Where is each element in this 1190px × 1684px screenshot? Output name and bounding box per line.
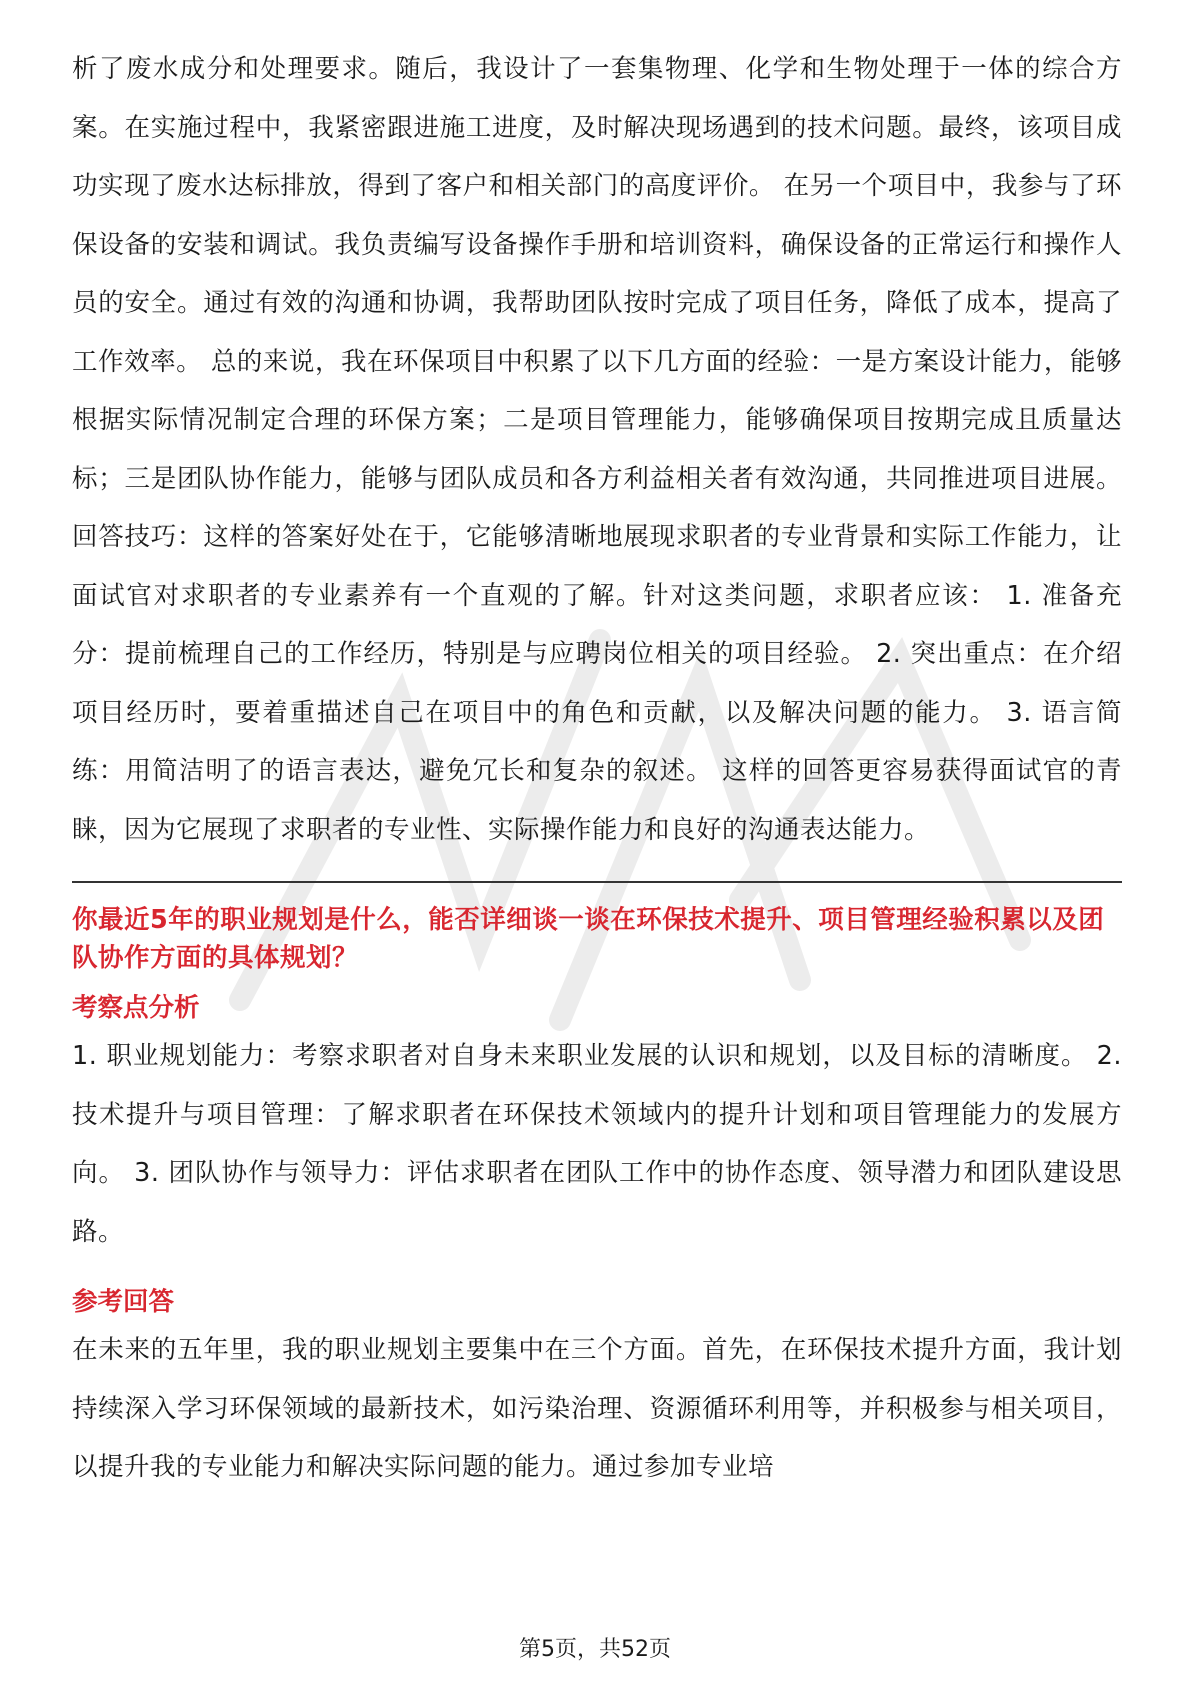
page-content <box>72 40 1122 1497</box>
answer-paragraph: 在未来的五年里，我的职业规划主要集中在三个方面。首先，在环保技术提升方面，我计划持续深入学习环保领域的最新技术，如污染治理、资源循环利用等，并积极参与相关项目，以提升我的专业能力和解决实际问题的能力。通过参加专业培 <box>72 1335 1122 1482</box>
section-divider <box>72 881 1122 883</box>
intro-paragraph: 析了废水成分和处理要求。随后，我设计了一套集物理、化学和生物处理于一体的综合方案。在实施过程中，我紧密跟进施工进度，及时解决现场遇到的技术问题。最终，该项目成功实现了废水达标排放，得到了客户和相关部门的高度评价。 在另一个项目中，我参与了环保设备的安装和调试。我负责编写设备操作手册和培训资料，确保设备的正常运行和操作人员的安全。通过有效的沟通和协调，我帮助团队按时完成了项目任务，降低了成本，提高了工作效率。 总的来说，我在环保项目中积累了以下几方面的经验：一是方案设计能力，能够根据实际情况制定合理的环保方案；二是项目管理能力，能够确保项目按期完成且质量达标；三是团队协作能力，能够与团队成员和各方利益相关者有效沟通，共同推进项目进展。 回答技巧：这样的答案好处在于，它能够清晰地展现求职者的专业背景和实际工作能力，让面试官对求职者的专业素养有一个直观的了解。针对这类问题，求职者应该： 1. 准备充分：提前梳理自己的工作经历，特别是与应聘岗位相关的项目经验。 2. 突出重点：在介绍项目经历时，要着重描述自己在项目中的角色和贡献，以及解决问题的能力。 3. 语言简练：用简洁明了的语言表达，避免冗长和复杂的叙述。 这样的回答更容易获得面试官的青睐，因为它展现了求职者的专业性、实际操作能力和良好的沟通表达能力。 <box>72 54 1122 845</box>
analysis-paragraph: 1. 职业规划能力：考察求职者对自身未来职业发展的认识和规划，以及目标的清晰度。 2. 技术提升与项目管理：了解求职者在环保技术领域内的提升计划和项目管理能力的发展方向。 3. 团队协作与领导力：评估求职者在团队工作中的协作态度、领导潜力和团队建设思路。 <box>72 1041 1122 1247</box>
answer-heading: 参考回答 <box>72 1287 175 1317</box>
analysis-heading: 考察点分析 <box>72 993 200 1023</box>
question-heading: 你最近5年的职业规划是什么，能否详细谈一谈在环保技术提升、项目管理经验积累以及团队协作方面的具体规划？ <box>72 905 1105 973</box>
page-number-footer: 第5页，共52页 <box>519 1637 671 1662</box>
